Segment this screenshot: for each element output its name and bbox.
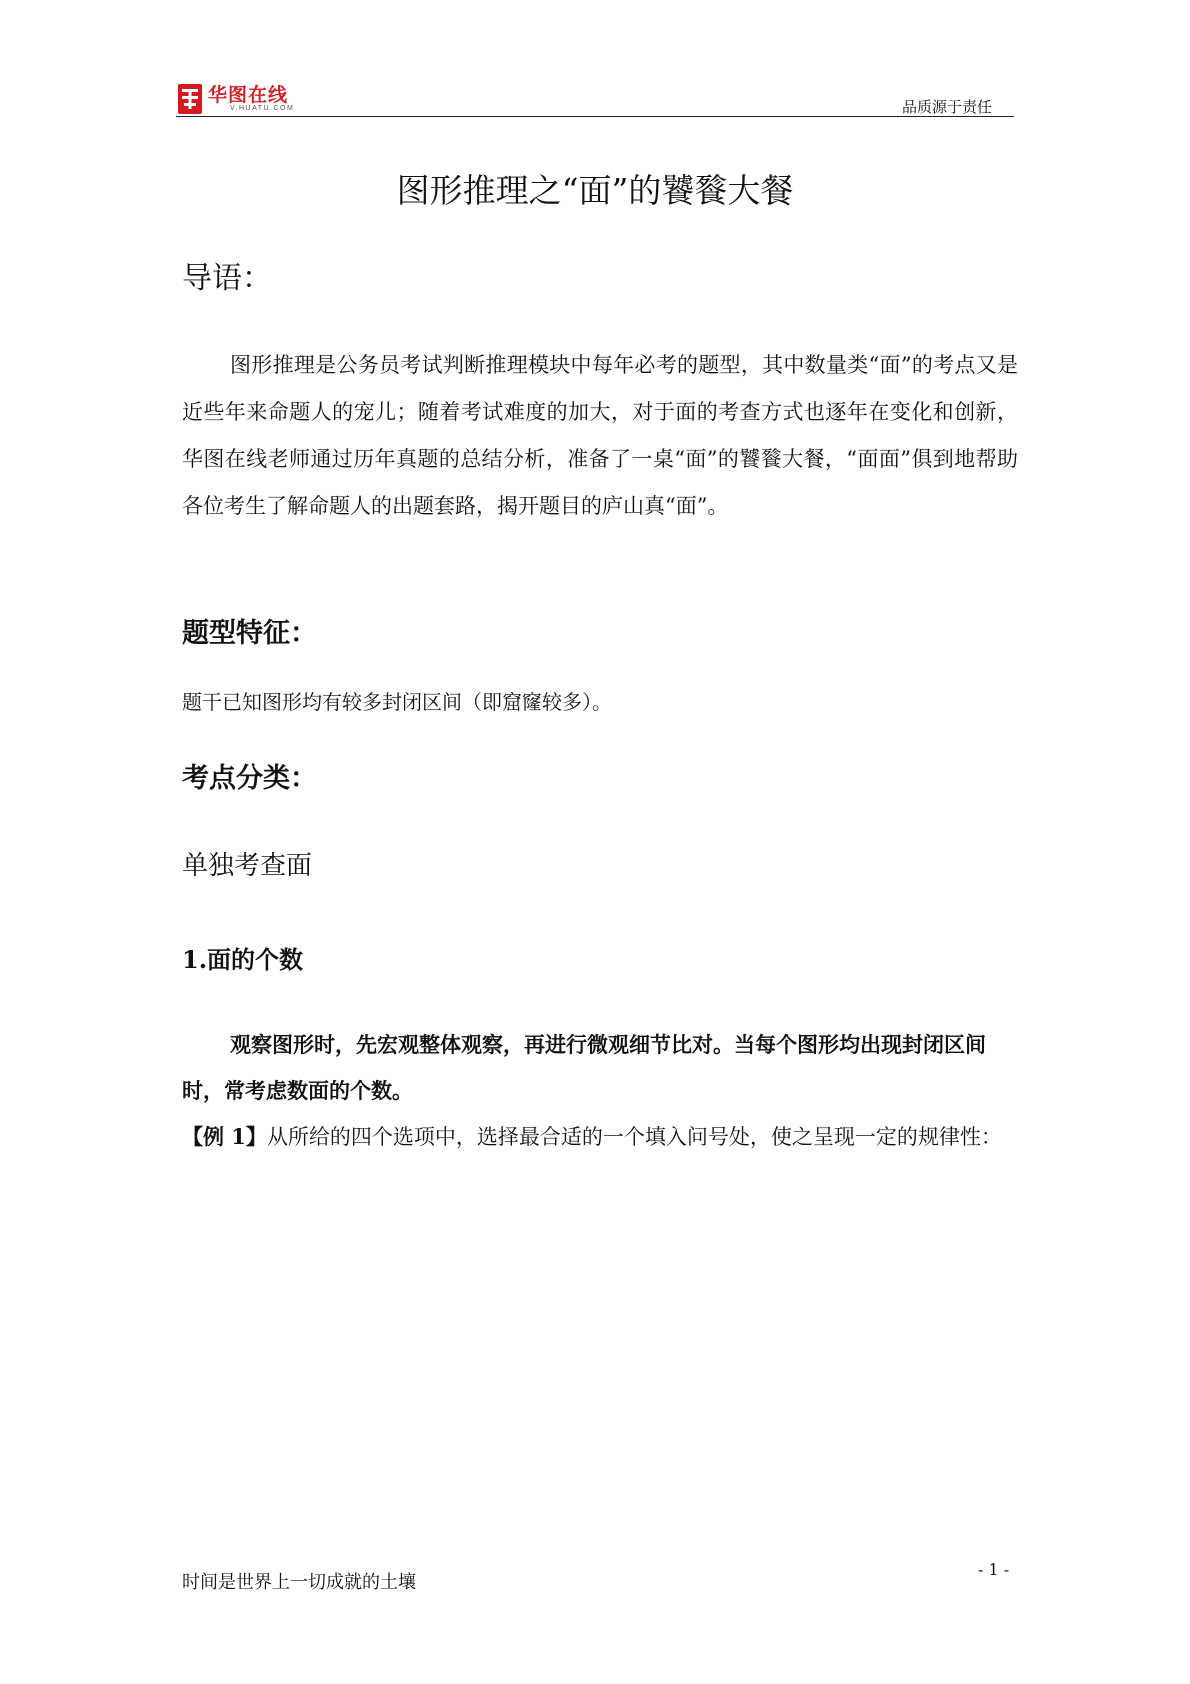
page-number: - 1 -	[978, 1560, 1010, 1579]
sub-heading: 单独考查面	[182, 851, 313, 881]
example-tag: 【例 1】	[182, 1124, 267, 1149]
header-logo	[178, 84, 294, 114]
intro-paragraph: 图形推理是公务员考试判断推理模块中每年必考的题型，其中数量类“面”的考点又是近些年来命题人的宠儿；随着考试难度的加大，对于面的考查方式也逐年在变化和创新，华图在线老师通过历年真题的总结分析，准备了一桌“面”的饕餮大餐，“面面”俱到地帮助各位考生了解命题人的出题套路，揭开题目的庐山真“面”。	[182, 353, 1018, 518]
category-heading: 考点分类：	[182, 763, 317, 794]
logo-name: 华图在线	[208, 84, 289, 106]
bold-paragraph: 观察图形时，先宏观整体观察，再进行微观细节比对。当每个图形均出现封闭区间时，常考虑数面的个数。	[182, 1032, 986, 1103]
example-text: 从所给的四个选项中，选择最合适的一个填入问号处，使之呈现一定的规律性：	[266, 1125, 1002, 1149]
feature-text: 题干已知图形均有较多封闭区间（即窟窿较多）。	[182, 690, 612, 714]
logo-url: V.HUATU.COM	[230, 105, 295, 112]
header-divider	[176, 116, 1014, 117]
feature-heading: 题型特征：	[182, 618, 317, 649]
header-slogan: 品质源于责任	[901, 98, 992, 116]
logo-text-block	[208, 85, 294, 113]
intro-heading: 导语：	[182, 261, 272, 296]
section-heading: 1.面的个数	[182, 945, 304, 974]
footer-motto: 时间是世界上一切成就的土壤	[182, 1572, 416, 1593]
document-title: 图形推理之“面”的饕餮大餐	[396, 171, 794, 210]
huatu-logo-icon	[178, 84, 202, 114]
example-question	[182, 1114, 1018, 1160]
